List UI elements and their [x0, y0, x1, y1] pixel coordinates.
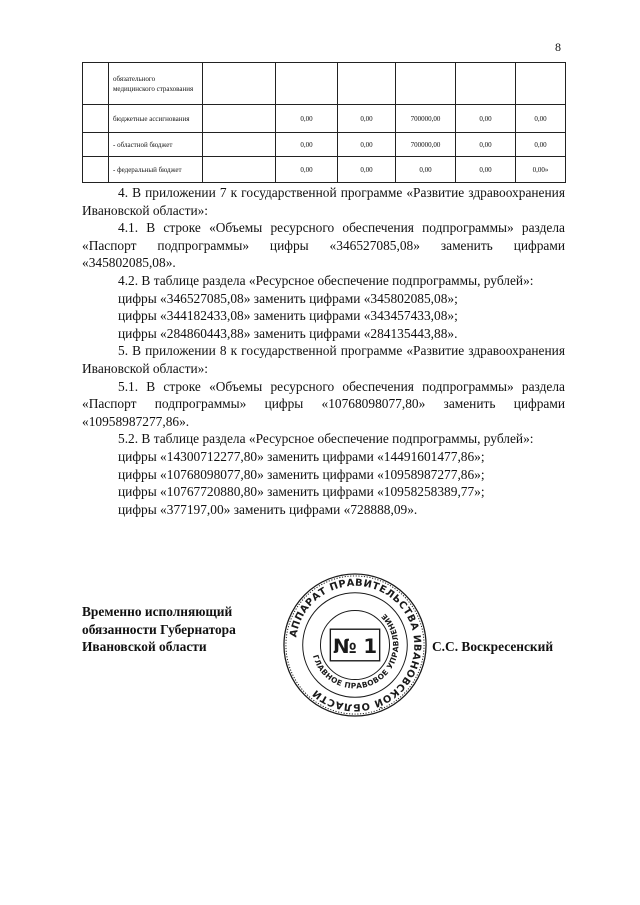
signatory-title-line: Ивановской области: [82, 639, 207, 654]
value-cell: 0,00: [516, 133, 566, 157]
row-label: - областной бюджет: [109, 133, 203, 157]
row-label: бюджетные ассигнования: [109, 105, 203, 133]
paragraph: 4.2. В таблице раздела «Ресурсное обеспечение подпрограммы, рублей»:: [118, 272, 534, 288]
value-cell: [396, 63, 456, 105]
signatory-title-line: Временно исполняющий: [82, 604, 233, 619]
value-cell: [456, 63, 516, 105]
value-cell: 0,00: [456, 133, 516, 157]
value-cell: 700000,00: [396, 105, 456, 133]
value-cell: [276, 63, 338, 105]
official-seal: [281, 571, 429, 719]
value-cell: 0,00: [276, 105, 338, 133]
value-cell: [203, 63, 276, 105]
paragraph: 5.2. В таблице раздела «Ресурсное обеспечение подпрограммы, рублей»:: [118, 431, 534, 447]
row-label: - федеральный бюджет: [109, 157, 203, 183]
value-cell: 0,00: [276, 157, 338, 183]
table-row: [83, 63, 566, 105]
paragraph: цифры «10768098077,80» заменить цифрами «10958987277,86»;: [118, 466, 485, 482]
paragraph: 5. В приложении 8 к государственной программе «Развитие здравоохранения Ивановской области»:: [82, 343, 565, 376]
page-number: 8: [555, 40, 561, 54]
signatory-title-line: обязанности Губернатора: [82, 621, 236, 637]
paragraph: цифры «346527085,08» заменить цифрами «345802085,08»;: [118, 290, 458, 306]
paragraph: 4.1. В строке «Объемы ресурсного обеспечения подпрограммы» раздела «Паспорт подпрограммы» цифры «346527085,08» заменить цифрами «345802085,08».: [82, 220, 565, 271]
row-label: обязательного медицинского страхования: [109, 63, 203, 105]
paragraph: цифры «344182433,08» заменить цифрами «343457433,08»;: [118, 308, 458, 324]
seal-number: № 1: [332, 634, 378, 658]
table-row: [83, 157, 566, 183]
paragraph: 4. В приложении 7 к государственной программе «Развитие здравоохранения Ивановской области»:: [82, 185, 565, 218]
value-cell: 0,00: [456, 157, 516, 183]
value-cell: 0,00: [338, 157, 396, 183]
value-cell: 0,00: [276, 133, 338, 157]
value-cell: 0,00: [338, 133, 396, 157]
value-cell: 0,00: [456, 105, 516, 133]
paragraph: цифры «14300712277,80» заменить цифрами «14491601477,86»;: [118, 448, 485, 464]
value-cell: 0,00»: [516, 157, 566, 183]
seal-outer-text: АППАРАТ ПРАВИТЕЛЬСТВА ИВАНОВСКОЙ ОБЛАСТИ: [288, 577, 423, 713]
paragraph: цифры «377197,00» заменить цифрами «728888,09».: [118, 501, 418, 517]
paragraph: цифры «284860443,88» заменить цифрами «284135443,88».: [118, 325, 458, 341]
signatory-title: [82, 603, 236, 656]
value-cell: 0,00: [338, 105, 396, 133]
paragraph: 5.1. В строке «Объемы ресурсного обеспечения подпрограммы» раздела «Паспорт подпрограммы» цифры «10768098077,80» заменить цифрами «10958987277,86».: [82, 378, 565, 429]
signatory-name: С.С. Воскресенский: [432, 639, 554, 654]
paragraph: цифры «10767720880,80» заменить цифрами «10958258389,77»;: [118, 484, 485, 500]
value-cell: 700000,00: [396, 133, 456, 157]
value-cell: [338, 63, 396, 105]
table-row: [83, 105, 566, 133]
value-cell: 0,00: [516, 105, 566, 133]
value-cell: 0,00: [396, 157, 456, 183]
document-body: [82, 184, 565, 518]
budget-table: [82, 62, 566, 183]
seal-inner-text: ГЛАВНОЕ ПРАВОВОЕ УПРАВЛЕНИЕ: [310, 611, 401, 691]
table-row: [83, 133, 566, 157]
